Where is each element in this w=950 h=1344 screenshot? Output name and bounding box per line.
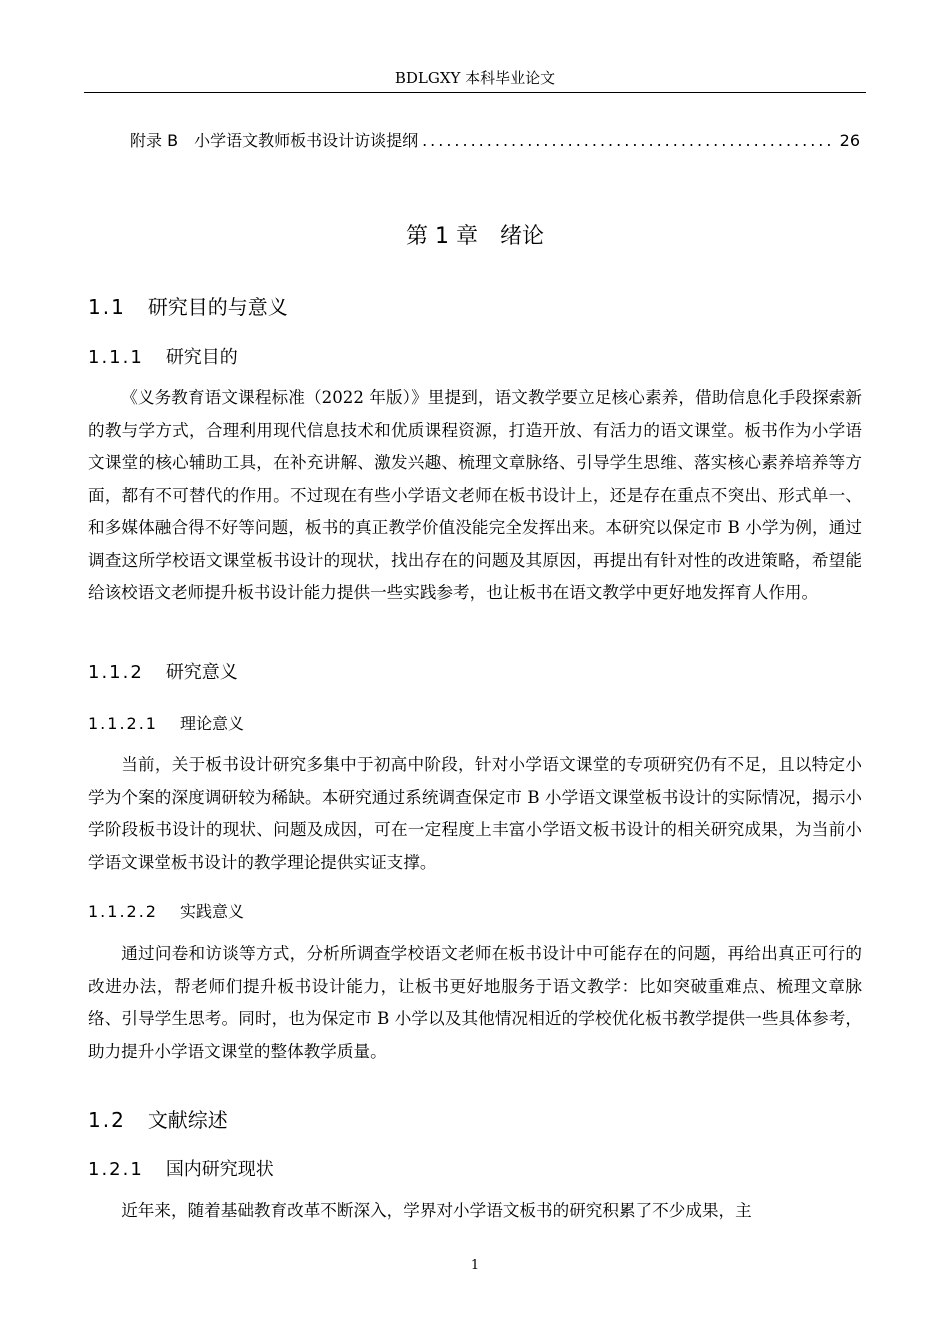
section-title: 研究目的与意义 — [147, 295, 288, 319]
toc-entry-label: 附录 B 小学语文教师板书设计访谈提纲 — [130, 131, 419, 150]
section-heading-1-1-2-1 — [88, 712, 244, 736]
section-title: 研究意义 — [165, 662, 238, 683]
section-heading-1-1-2-2 — [88, 900, 244, 924]
section-title: 研究目的 — [165, 347, 238, 368]
section-title: 理论意义 — [179, 714, 244, 733]
header-title: BDLGXY 本科毕业论文 — [394, 69, 556, 87]
page-number: 1 — [470, 1258, 480, 1273]
section-heading-1-2-1 — [88, 1157, 274, 1183]
section-number: 1.1.2.1 — [88, 714, 158, 733]
section-heading-1-1-1 — [88, 345, 238, 371]
section-heading-1-1-2 — [88, 660, 238, 686]
section-title: 实践意义 — [179, 902, 244, 921]
section-number: 1.1.2.2 — [88, 902, 158, 921]
section-heading-1-1 — [88, 293, 288, 321]
section-number: 1.2 — [88, 1108, 126, 1132]
paragraph-practical-significance: 通过问卷和访谈等方式，分析所调查学校语文老师在板书设计中可能存在的问题，再给出真正可行的改进办法，帮老师们提升板书设计能力，让板书更好地服务于语文教学：比如突破重难点、梳理文章脉络、引导学生思考。同时，也为保定市 B 小学以及其他情况相近的学校优化板书教学提供一些具体参考，助力提升小学语文课堂的整体教学质量。 — [88, 944, 862, 1061]
section-title: 文献综述 — [147, 1108, 228, 1132]
paragraph-theoretical-significance: 当前，关于板书设计研究多集中于初高中阶段，针对小学语文课堂的专项研究仍有不足，且以特定小学为个案的深度调研较为稀缺。本研究通过系统调查保定市 B 小学语文课堂板书设计的实际情况，揭示小学阶段板书设计的现状、问题及成因，可在一定程度上丰富小学语文板书设计的相关研究成果，为当前小学语文课堂板书设计的教学理论提供实证支撑。 — [88, 755, 862, 872]
paragraph-research-purpose: 《义务教育语文课程标准（2022 年版）》里提到，语文教学要立足核心素养，借助信息化手段探索新的教与学方式，合理利用现代信息技术和优质课程资源，打造开放、有活力的语文课堂。板书作为小学语文课堂的核心辅助工具，在补充讲解、激发兴趣、梳理文章脉络、引导学生思维、落实核心素养培养等方面，都有不可替代的作用。不过现在有些小学语文老师在板书设计上，还是存在重点不突出、形式单一、和多媒体融合得不好等问题，板书的真正教学价值没能完全发挥出来。本研究以保定市 B 小学为例，通过调查这所学校语文课堂板书设计的现状，找出存在的问题及其原因，再提出有针对性的改进策略，希望能给该校语文老师提升板书设计能力提供一些实践参考，也让板书在语文教学中更好地发挥育人作用。 — [88, 388, 862, 602]
chapter-title: 第 1 章 绪论 — [406, 224, 544, 249]
toc-leader-dots — [422, 131, 836, 150]
section-heading-1-2 — [88, 1106, 228, 1134]
section-number: 1.1 — [88, 295, 126, 319]
toc-entry — [130, 128, 860, 152]
page-header — [84, 68, 866, 93]
section-number: 1.1.2 — [88, 662, 144, 683]
paragraph-domestic-research: 近年来，随着基础教育改革不断深入，学界对小学语文板书的研究积累了不少成果，主 — [121, 1201, 752, 1220]
section-title: 国内研究现状 — [165, 1159, 274, 1180]
toc-entry-page: 26 — [839, 131, 860, 150]
section-number: 1.1.1 — [88, 347, 144, 368]
section-number: 1.2.1 — [88, 1159, 144, 1180]
